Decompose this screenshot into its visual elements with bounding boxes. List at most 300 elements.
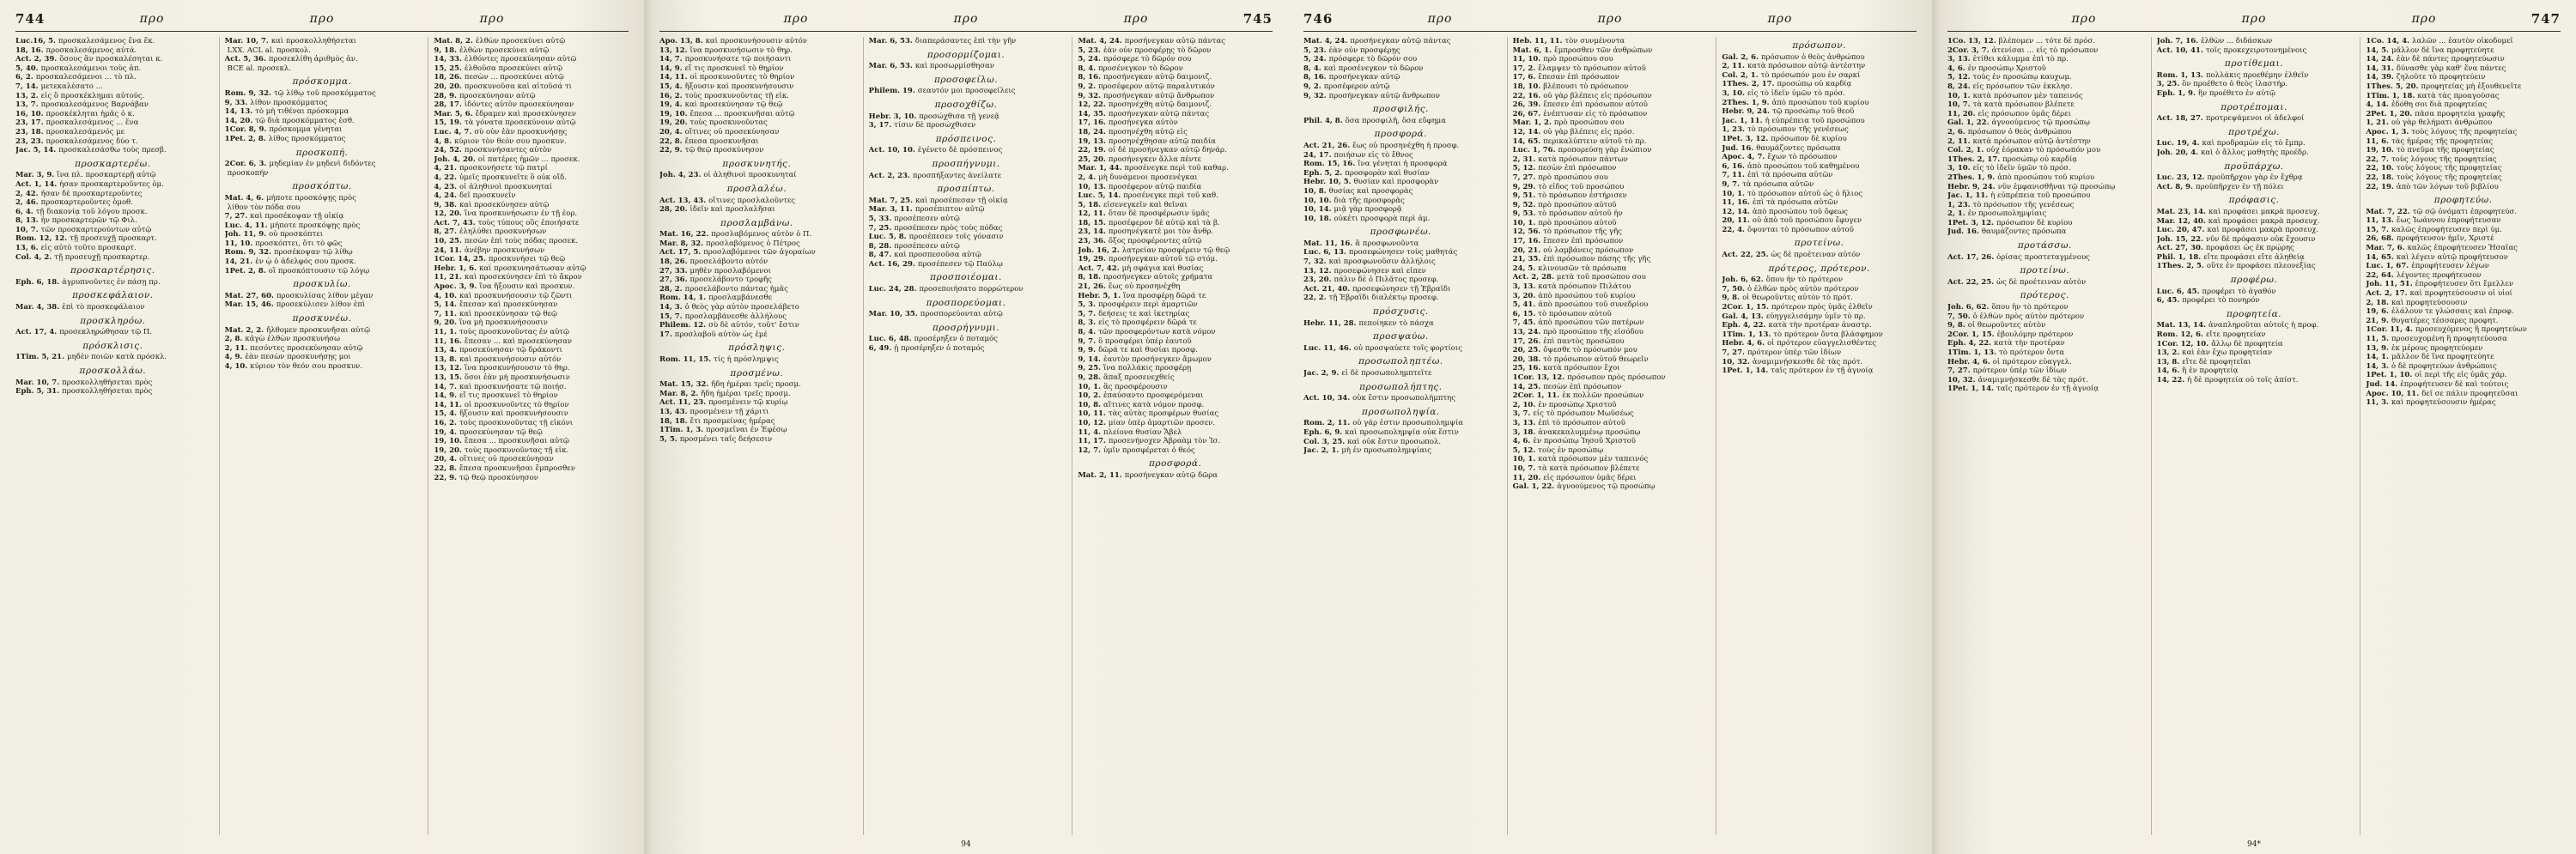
entry-text: μὴ ἐν προσωπολημψίαις xyxy=(1341,446,1432,456)
entry-text: προσπήξαντες ἀνείλατε xyxy=(912,171,1002,180)
entry-text: προσκοπήν xyxy=(227,168,269,178)
entry-line xyxy=(15,278,210,288)
verse-reference: 23, 17. xyxy=(15,118,44,128)
entry-line xyxy=(434,355,629,365)
entry-text: προσκαλεσάμενος Βαρνάβαν xyxy=(40,100,149,110)
entry-text: οὐκέτι προσφορὰ περὶ ἁμ. xyxy=(1334,214,1431,223)
entry-text: προσεφώνησεν τῇ Ἑβραΐδι xyxy=(1352,284,1451,294)
entry-line xyxy=(434,92,629,101)
entry-line xyxy=(2366,73,2561,82)
entry-line xyxy=(1078,183,1273,192)
entry-line xyxy=(434,318,629,328)
entry-line xyxy=(225,353,420,362)
verse-reference: Mat. 13, 14. xyxy=(2156,321,2206,330)
entry-line xyxy=(869,87,1064,96)
entry-text: μᾶλλον δὲ ἵνα προφητεύητε xyxy=(2391,353,2494,362)
entry-line xyxy=(869,233,1064,242)
columns xyxy=(1947,37,2561,835)
entry-line xyxy=(1078,146,1273,155)
entry-line xyxy=(659,110,854,119)
entry-line xyxy=(15,379,210,388)
entry-text: καὶ προφάσει μακρὰ προσευχ. xyxy=(2208,216,2320,226)
verse-reference: 22, 7. xyxy=(2366,154,2389,164)
entry-text: προσεκύνησαν αὐτῷ xyxy=(459,91,536,100)
entry-line xyxy=(2366,353,2561,362)
lemma-heading: προσπήγνυμι. xyxy=(932,158,1000,169)
lemma-heading: προσκυλίω. xyxy=(293,279,351,290)
entry-text: καὶ προσκυνήσατε τῷ ποιήσ. xyxy=(459,382,567,391)
entry-text: μηδεμίαν ἐν μηδενὶ διδόντες xyxy=(269,160,376,169)
verse-reference: 10, 1. xyxy=(1512,218,1536,227)
lemma-heading: προσφιλής. xyxy=(1372,104,1429,115)
entry-text: πεσὼν ... προσεκύνει αὐτῷ xyxy=(464,73,564,82)
verse-reference: 1Cor. 14, 25. xyxy=(434,255,486,264)
entry-line xyxy=(1078,310,1273,319)
entry-text: ὅσους ἂν προσκαλέσηται κ. xyxy=(59,55,163,64)
entry-text: πάλιν δὲ ὁ Πιλᾶτος προσεφ. xyxy=(1334,276,1439,285)
verse-reference: 5, 14. xyxy=(434,300,457,310)
entry-text: τοὺς λόγους τῆς προφητείας xyxy=(2411,127,2518,136)
entry-line xyxy=(15,190,210,199)
entry-text: ἐλάλουν τε γλώσσαις καὶ ἐπροφ. xyxy=(2391,307,2514,317)
verse-reference: 18, 15. xyxy=(1078,218,1106,227)
entry-line xyxy=(659,37,854,46)
entry-line xyxy=(2157,114,2352,124)
verse-reference: 9, 33. xyxy=(224,98,248,107)
entry-text: καὶ οὐκ ἔστιν προσωπολ. xyxy=(1347,437,1442,446)
entry-text: τῇ προσευχῇ προσκαρτερ. xyxy=(54,252,150,262)
entry-text: οἱ θεωροῦντες αὐτὸν xyxy=(1967,321,2046,330)
entry-text: περικαλύπτειν αὐτοῦ τὸ πρ. xyxy=(1543,136,1647,146)
verse-reference: 23, 14. xyxy=(1078,227,1106,237)
verse-reference: 9, 32. xyxy=(1303,91,1327,100)
entry-line xyxy=(869,215,1064,224)
lemma-heading: προφητεία. xyxy=(2226,308,2282,319)
entry-text: ἐν προσώπῳ Χριστοῦ xyxy=(1538,400,1617,409)
entry-line xyxy=(659,171,854,180)
entry-text: ἐπὶ τὸ προσκεφάλαιον xyxy=(62,303,145,312)
entry-line xyxy=(869,62,1064,71)
verse-reference: Act. 21, 26. xyxy=(1303,141,1351,150)
entry-line xyxy=(659,355,854,365)
verse-reference: 22, 4. xyxy=(1722,225,1745,234)
entry-line xyxy=(1722,80,1917,89)
entry-line xyxy=(1722,53,1917,63)
entry-text: εἰς τὸ προσφέρειν δῶρά τε xyxy=(1098,318,1197,328)
entry-text: πρὸ προσώπου σου xyxy=(1538,173,1608,182)
verse-reference: 2Cor. 1, 15. xyxy=(1947,330,1995,339)
verse-reference: 2, 10. xyxy=(1512,400,1536,409)
entry-line xyxy=(434,446,629,456)
entry-line xyxy=(1722,208,1917,217)
verse-reference: Mat. 4, 24. xyxy=(1303,37,1348,45)
entry-text: ἢ ἐν προφητείᾳ xyxy=(2182,366,2239,376)
verse-reference: 14, 7. xyxy=(659,55,683,64)
entry-text: πρόσωπον πρὸς πρόσωπον xyxy=(1567,372,1666,382)
entry-line xyxy=(659,46,854,56)
entry-text: ἦσαν προσκαρτεροῦντες ὁμ. xyxy=(59,179,164,189)
entry-line xyxy=(15,110,210,119)
verse-reference: 11, 20. xyxy=(1512,473,1541,482)
entry-text: ἐλθόντες προσεκύνησαν αὐτῷ xyxy=(464,55,577,64)
entry-text: τὸ πρόσωπον τῆς γενέσεως xyxy=(1747,125,1849,135)
entry-text: εἰς πρόσωπον ὑμᾶς δέρει xyxy=(1543,473,1637,482)
entry-line xyxy=(1303,257,1498,267)
verse-reference: 14, 1. xyxy=(2366,353,2389,362)
entry-line xyxy=(434,227,629,237)
entry-line xyxy=(434,73,629,82)
verse-reference: 14, 5. xyxy=(2366,45,2389,55)
verse-reference: Rom. 2, 11. xyxy=(1303,419,1351,428)
entry-text: πρὸ προσώπου σου xyxy=(1543,55,1613,64)
verse-reference: 23, 23. xyxy=(15,136,44,146)
verse-reference: Act. 16, 29. xyxy=(868,259,915,269)
entry-text: προσκυνήσει τῷ θεῷ xyxy=(488,255,566,264)
header-rule xyxy=(1947,31,2561,32)
column xyxy=(428,37,629,835)
entry-text: ὁρίσας προστεταγμένους xyxy=(1996,252,2090,262)
verse-reference: 1Cor. 12, 10. xyxy=(2156,339,2209,348)
verse-reference: 10, 7. xyxy=(15,225,39,234)
verse-reference: 2, 4. xyxy=(1078,173,1097,182)
entry-text: ἤδη ἡμέραι τρεῖς προσμ. xyxy=(701,389,791,398)
entry-text: LXX. ACL al. προσκολ. xyxy=(227,45,312,55)
lemma-heading: προσκολλάω. xyxy=(79,366,147,376)
entry-line xyxy=(225,117,420,126)
entry-text: οἱ ἀληθινοὶ προσκυνηταί xyxy=(459,182,553,191)
entry-text: προσήνεγκαν αὐτῷ ἄνθρωπον xyxy=(1328,91,1440,100)
verse-reference: 19, 10. xyxy=(434,437,462,446)
lemma-heading: προτίθεμαι. xyxy=(2224,58,2284,70)
verse-reference: Act. 18, 27. xyxy=(2156,114,2203,124)
entry-text: προσμένει ταῖς δεήσεσιν xyxy=(679,434,773,444)
verse-reference: 10, 25. xyxy=(434,237,462,246)
entry-text: πρόσωπον ὁ θεὸς ἀνθρώπου xyxy=(1967,127,2072,136)
entry-line xyxy=(1513,328,1708,337)
verse-reference: 19, 20. xyxy=(434,445,462,455)
entry-text: θυγατέρες τέσσαρες προφητ. xyxy=(2391,316,2499,325)
entry-text: ἐπὶ τὰ πρόσωπα αὐτῶν xyxy=(1752,198,1838,208)
verse-reference: 7, 32. xyxy=(1303,257,1327,267)
header-rule xyxy=(1303,31,1917,32)
entry-line xyxy=(1513,191,1708,201)
entry-text: ἐβουλόμην πρότερον xyxy=(1996,330,2074,339)
entry-line xyxy=(659,100,854,110)
signature-mark: 94* xyxy=(2247,840,2261,849)
verse-reference: 9, 32. xyxy=(1078,91,1101,100)
entry-text: ἀναμιμνῄσκεσθε δὲ τὰς πρότ. xyxy=(1752,357,1863,366)
verse-reference: 7, 45. xyxy=(1512,318,1536,328)
entry-text: προσπορεύονται αὐτῷ xyxy=(920,310,1003,319)
verse-reference: Mat. 4, 6. xyxy=(224,193,264,203)
lemma-heading: προσφορά. xyxy=(1149,458,1202,469)
entry-text: εἰς τὸ ἰδεῖν ὑμῶν τὸ πρόσ. xyxy=(1747,88,1845,98)
entry-line xyxy=(225,230,420,239)
entry-text: τὸ πρόσωπον αὐτοῦ ὡς ὁ ἥλιος xyxy=(1747,189,1862,198)
entry-line xyxy=(2366,271,2561,281)
verse-reference: Rom. 9, 32. xyxy=(224,88,271,98)
verse-reference: 17, 16. xyxy=(1078,118,1106,128)
entry-text: ἐὰν πεσὼν προσκυνήσῃς μοι xyxy=(245,353,351,362)
entry-line xyxy=(2157,348,2352,358)
verse-reference: 4, 9. xyxy=(224,353,243,362)
lemma-heading: πρόσωπον. xyxy=(1792,40,1846,51)
entry-line xyxy=(15,55,210,64)
entry-line xyxy=(15,253,210,263)
entry-line xyxy=(1947,358,2142,367)
entry-line xyxy=(659,137,854,147)
entry-line xyxy=(1078,328,1273,337)
verse-reference: Joh. 15, 22. xyxy=(2156,234,2203,244)
verse-reference: 14, 3. xyxy=(2366,361,2389,371)
entry-text: ἔπεσαν ἐπὶ πρόσωπον xyxy=(1538,73,1619,82)
entry-line xyxy=(1513,173,1708,183)
entry-text: προσλαβόμενοι τῶν ἀγοραίων xyxy=(703,248,816,257)
entry-text: ἐλθοῦσα προσεκύνει αὐτῷ xyxy=(464,64,563,73)
entry-text: καὶ προσέπεσαν τῇ οἰκίᾳ xyxy=(915,196,1008,205)
entry-line xyxy=(434,282,629,292)
entry-text: μετεκαλέσατο ... xyxy=(40,82,103,91)
verse-reference: Mar. 5, 6. xyxy=(434,109,473,118)
entry-text: καὶ προσπεσοῦσα αὐτῷ xyxy=(894,251,981,260)
entry-text: προφέρει τὸ ἀγαθόν xyxy=(2202,287,2276,296)
entry-text: προσκυνήσετε τῷ πατρί xyxy=(459,164,548,173)
entry-text: καλῶς ἐπροφήτευσεν περὶ ὑμ. xyxy=(2391,225,2502,234)
entry-line xyxy=(2366,344,2561,354)
entry-line xyxy=(1078,118,1273,128)
entry-line xyxy=(1947,385,2142,394)
entry-line xyxy=(2366,280,2561,289)
verse-reference: Mar. 3, 9. xyxy=(15,171,55,180)
verse-reference: 18, 10. xyxy=(1512,82,1541,91)
entry-line xyxy=(225,37,420,46)
entry-line xyxy=(869,251,1064,260)
entry-line xyxy=(2366,253,2561,263)
entry-line xyxy=(1947,183,2142,192)
entry-text: προσέπιπτον αὐτῷ xyxy=(914,205,985,215)
verse-reference: 4, 22. xyxy=(434,173,457,182)
entry-line xyxy=(1513,110,1708,119)
verse-reference: 9, 20. xyxy=(434,318,457,328)
verse-reference: 3, 13. xyxy=(1512,418,1536,427)
entry-text: ἐὰν οὖν προσφέρῃς xyxy=(1328,45,1400,55)
verse-reference: 15, 4. xyxy=(659,82,683,91)
entry-text: τὸ πρόσωπον αὐτοῦ ἦν xyxy=(1538,209,1623,219)
verse-reference: 11, 20. xyxy=(1947,109,1976,118)
entry-text: τοὺς προσκυνοῦντας τῇ εἰκ. xyxy=(684,91,789,100)
verse-reference: 22, 18. xyxy=(2366,173,2394,182)
column xyxy=(659,37,854,835)
entry-line xyxy=(659,285,854,294)
verse-reference: 13, 8. xyxy=(434,354,457,364)
lemma-heading: πρότερος. xyxy=(2020,290,2069,301)
entry-text: πρὸ προσώπου αὐτοῦ xyxy=(1538,218,1617,227)
verse-reference: 23, 36. xyxy=(1078,237,1106,246)
verse-reference: Mar. 10, 7. xyxy=(224,37,269,45)
verse-reference: 12, 11. xyxy=(1078,209,1106,219)
verse-reference: Philem. 19. xyxy=(868,87,915,96)
entry-line xyxy=(2157,235,2352,245)
entry-text: προσκυλίσας λίθον μέγαν xyxy=(276,291,374,300)
entry-text: ἰδεῖν καὶ προσλαλῆσαι xyxy=(690,205,775,215)
verse-reference: 1Thes. 2, 17. xyxy=(1722,80,1775,89)
entry-text: προσέρηξεν ὁ ποταμός xyxy=(914,335,998,344)
verse-reference: 11, 16. xyxy=(1722,198,1750,208)
entry-text: προσκολληθήσεται πρὸς xyxy=(62,387,153,397)
entry-line xyxy=(1722,312,1917,322)
entry-text: προσκαλεσάμενοι τοὺς ἀπ. xyxy=(40,64,142,73)
entry-text: ἡ εὐπρέπεια τοῦ προσώπου xyxy=(1990,191,2091,201)
verse-reference: 1Pet. 1, 14. xyxy=(1722,366,1769,376)
entry-line xyxy=(869,335,1064,344)
entry-line xyxy=(1078,37,1273,46)
entry-text: ἀπὸ προσώπου τοῦ κυρίου xyxy=(1771,98,1869,107)
verse-reference: Act. 10, 10. xyxy=(868,146,915,155)
entry-text: δεῖ σε πάλιν προφητεῦσαι xyxy=(2421,389,2518,398)
entry-text: ἐλθὼν ... διδάσκων xyxy=(2201,37,2273,45)
entry-text: καὶ ὁ ἄλλος μαθητὴς προέδρ. xyxy=(2201,148,2309,157)
entry-line xyxy=(1078,227,1273,237)
entry-line xyxy=(1303,276,1498,285)
entry-text: τὰ πρόσωπα αὐτῶν xyxy=(1742,179,1814,189)
entry-text: ἵνα πολλάκις προσφέρῃ xyxy=(1103,364,1192,373)
entry-line xyxy=(1513,337,1708,347)
entry-text: ἐνέπτυσαν εἰς τὸ πρόσωπον xyxy=(1543,109,1648,118)
entry-line xyxy=(225,64,420,74)
entry-text: ἔπεσεν ἐπὶ πρόσωπον xyxy=(1543,237,1624,246)
running-word: προ xyxy=(2241,12,2267,26)
entry-line xyxy=(1078,82,1273,92)
entry-text: προσέπεσεν αὐτῷ xyxy=(894,241,960,251)
entry-line xyxy=(225,257,420,267)
verse-reference: 25, 20. xyxy=(1078,154,1106,164)
entry-line xyxy=(15,146,210,155)
verse-reference: 8, 16. xyxy=(1303,73,1327,82)
entry-text: ἐλθὼν προσεκύνει αὐτῷ xyxy=(459,45,550,55)
entry-line xyxy=(659,417,854,427)
entry-text: οἱ πρότερον εὐαγγελ. xyxy=(1992,357,2072,366)
entry-text: μιᾷ γὰρ προσφορᾷ xyxy=(1334,205,1402,215)
verse-reference: 1, 21. xyxy=(2366,118,2389,128)
entry-line xyxy=(15,118,210,128)
verse-reference: 1Pet. 3, 12. xyxy=(1722,134,1769,143)
entry-text: προσήνεγκαν αὐτῷ xyxy=(1328,73,1400,82)
verse-reference: Jac. 2, 9. xyxy=(1303,369,1340,378)
entry-text: ἐδόθη σοι διὰ προφητείας xyxy=(2391,100,2488,110)
entry-line xyxy=(1078,383,1273,392)
entry-line xyxy=(1303,92,1498,101)
entry-line xyxy=(2157,208,2352,217)
verse-reference: 1Pet. 2, 8. xyxy=(224,266,266,276)
entry-line xyxy=(1722,366,1917,376)
entry-text: ἐπὶ τὰ πρόσωπα αὐτῶν xyxy=(1747,171,1833,180)
entry-text: πεσὼν ἐπὶ πρόσωπον xyxy=(1543,382,1622,391)
entry-line xyxy=(1078,246,1273,256)
verse-reference: 14, 39. xyxy=(2366,73,2394,82)
entry-text: προσένεγκε περὶ τοῦ καθ. xyxy=(1123,191,1218,201)
running-title xyxy=(1355,12,1865,26)
verse-reference: 1Tim. 1, 13. xyxy=(1947,348,1997,357)
entry-line xyxy=(659,380,854,390)
entry-line xyxy=(659,408,854,417)
verse-reference: 26, 67. xyxy=(1512,109,1541,118)
entry-line xyxy=(1722,144,1917,154)
lemma-heading: προσκαρτερέω. xyxy=(75,158,151,169)
verse-reference: 11, 13. xyxy=(2366,216,2394,226)
verse-reference: Hebr. 5, 1. xyxy=(1078,291,1121,300)
entry-text: θυσίας καὶ προσφορὰς xyxy=(1328,186,1413,196)
verse-reference: Mar. 7, 6. xyxy=(2366,244,2405,253)
lemma-heading: προσορμίζομαι. xyxy=(927,49,1005,60)
verse-reference: Hebr. 1, 6. xyxy=(434,263,477,273)
entry-text: προσκολληθήσεται πρὸς xyxy=(62,378,153,387)
entry-line xyxy=(225,169,420,179)
entry-line xyxy=(2366,226,2561,235)
verse-reference: Mat. 7, 25. xyxy=(868,196,914,205)
entry-text: εἴτε προφάσει εἴτε ἀληθείᾳ xyxy=(2203,252,2305,262)
verse-reference: Mat. 8, 2. xyxy=(434,37,473,45)
verse-reference: 21, 9. xyxy=(2366,316,2389,325)
verse-reference: 14, 22. xyxy=(2156,376,2185,385)
entry-text: ἀγνοούμενος τῷ προσώπῳ xyxy=(1557,482,1656,492)
entry-text: ἐπροφήτευσεν ὅτι ἔμελλεν xyxy=(2415,280,2514,289)
verse-reference: 12, 7. xyxy=(1078,445,1101,455)
running-header xyxy=(1947,9,2561,29)
entry-text: οἱ περὶ τῆς εἰς ὑμᾶς χάρ. xyxy=(2415,371,2507,380)
entry-line xyxy=(1513,146,1708,155)
entry-text: προσκαλεσάμενος ἕνα ἕκ. xyxy=(58,37,155,45)
entry-line xyxy=(1303,239,1498,249)
entry-line xyxy=(659,92,854,101)
entry-line xyxy=(15,216,210,226)
verse-reference: Rom. 12, 6. xyxy=(2156,330,2203,340)
verse-reference: 2, 42. xyxy=(15,189,39,198)
entry-line xyxy=(2366,335,2561,344)
verse-reference: 2Pet. 1, 20. xyxy=(2366,109,2413,118)
entry-text: κἀγὼ ἐλθὼν προσκυνήσω xyxy=(245,335,340,344)
verse-reference: 1Pet. 1, 10. xyxy=(2366,371,2413,380)
entry-line xyxy=(1078,155,1273,165)
entry-text: ἄλλῳ δὲ προφητεία xyxy=(2211,339,2283,348)
entry-line xyxy=(1078,110,1273,119)
entry-line xyxy=(434,183,629,192)
entry-line xyxy=(1078,373,1273,383)
entry-text: προσφορὰν καὶ θυσίαν xyxy=(1345,168,1430,178)
verse-reference: 1Pet. 1, 14. xyxy=(1947,385,1994,394)
entry-text: ποιήσων εἰς τὸ ἔθνος xyxy=(1334,150,1413,160)
verse-reference: Gal. 1, 22. xyxy=(1512,482,1555,492)
running-word: προ xyxy=(783,12,809,26)
running-word: προ xyxy=(1767,12,1793,26)
entry-line xyxy=(225,203,420,213)
verse-reference: 17, 16. xyxy=(1512,237,1541,246)
verse-reference: 16, 2. xyxy=(434,418,457,427)
verse-reference: 14, 35. xyxy=(1078,109,1106,118)
entry-line xyxy=(1303,187,1498,197)
entry-line xyxy=(2157,226,2352,235)
entry-line xyxy=(225,160,420,169)
entry-text: οἵτινες οὐ προσεκύνησαν xyxy=(459,455,554,464)
entry-text: οὗ ἀπὸ τοῦ προσώπου ἔφυγεν xyxy=(1752,216,1862,226)
entry-line xyxy=(15,82,210,92)
verse-reference: 13, 15. xyxy=(434,372,462,382)
verse-reference: Act. 17, 5. xyxy=(659,248,702,257)
lemma-heading: προσωποληψία. xyxy=(1362,406,1440,417)
verse-reference: 20, 25. xyxy=(1512,346,1541,355)
entry-line xyxy=(15,137,210,147)
verse-reference: Gal. 4, 13. xyxy=(1722,312,1764,321)
entry-line xyxy=(2157,262,2352,271)
